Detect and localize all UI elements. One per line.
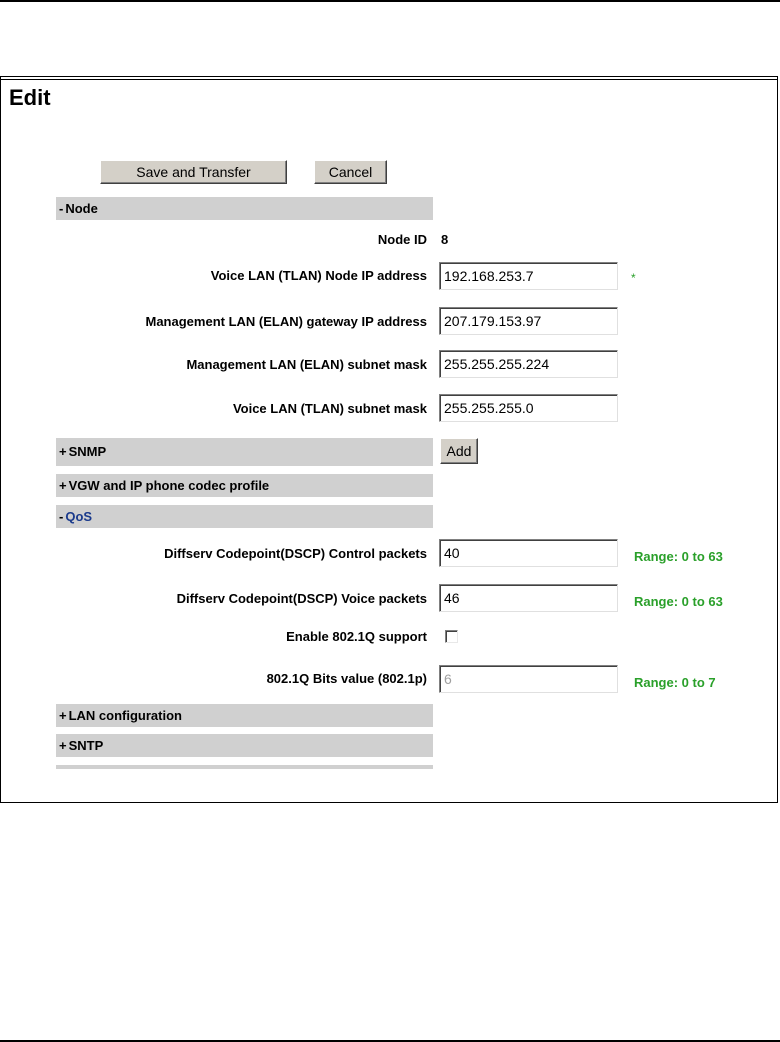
page-title: Edit bbox=[9, 85, 51, 110]
expand-toggle-lan: + bbox=[59, 708, 67, 723]
section-sntp[interactable] bbox=[56, 734, 433, 757]
section-snmp-label: SNMP bbox=[68, 444, 107, 459]
expand-toggle-sntp: + bbox=[59, 738, 67, 753]
expand-toggle-codec: + bbox=[59, 478, 67, 493]
section-node-label: Node bbox=[65, 201, 98, 216]
8021p-bits-range: Range: 0 to 7 bbox=[634, 675, 716, 690]
dscp-voice-range: Range: 0 to 63 bbox=[634, 594, 723, 609]
edit-panel bbox=[0, 76, 778, 803]
page-top-rule bbox=[0, 0, 780, 2]
enable-8021q-label: Enable 802.1Q support bbox=[286, 629, 427, 644]
tlan-subnet-mask-input[interactable]: 255.255.255.0 bbox=[439, 394, 618, 422]
dscp-voice-input[interactable]: 46 bbox=[439, 584, 618, 612]
dscp-control-input[interactable]: 40 bbox=[439, 539, 618, 567]
tlan-ip-label: Voice LAN (TLAN) Node IP address bbox=[210, 268, 427, 283]
dscp-control-range: Range: 0 to 63 bbox=[634, 549, 723, 564]
tlan-ip-input[interactable]: 192.168.253.7 bbox=[439, 262, 618, 290]
cancel-button[interactable]: Cancel bbox=[314, 160, 387, 184]
enable-8021q-checkbox[interactable] bbox=[445, 630, 458, 643]
tlan-subnet-mask-label: Voice LAN (TLAN) subnet mask bbox=[232, 401, 427, 416]
expand-toggle-snmp: + bbox=[59, 444, 67, 459]
section-codec-profile[interactable] bbox=[56, 474, 433, 497]
elan-subnet-mask-input[interactable]: 255.255.255.224 bbox=[439, 350, 618, 378]
dscp-control-label: Diffserv Codepoint(DSCP) Control packets bbox=[164, 546, 427, 561]
snmp-add-button[interactable]: Add bbox=[440, 438, 478, 464]
panel-double-border bbox=[1, 79, 777, 80]
8021p-bits-label: 802.1Q Bits value (802.1p) bbox=[266, 671, 427, 686]
elan-subnet-mask-label: Management LAN (ELAN) subnet mask bbox=[186, 357, 427, 372]
elan-gateway-input[interactable]: 207.179.153.97 bbox=[439, 307, 618, 335]
section-snmp[interactable] bbox=[56, 438, 433, 466]
section-lan-label: LAN configuration bbox=[68, 708, 182, 723]
collapse-toggle-qos: - bbox=[59, 509, 64, 524]
collapse-toggle-node: - bbox=[59, 201, 64, 216]
8021p-bits-input[interactable]: 6 bbox=[439, 665, 618, 693]
required-marker: * bbox=[631, 271, 636, 285]
elan-gateway-label: Management LAN (ELAN) gateway IP address bbox=[145, 314, 427, 329]
node-id-value: 8 bbox=[441, 232, 449, 247]
section-list-end bbox=[56, 765, 433, 769]
section-lan-configuration[interactable] bbox=[56, 704, 433, 727]
section-sntp-label: SNTP bbox=[68, 738, 104, 753]
dscp-voice-label: Diffserv Codepoint(DSCP) Voice packets bbox=[176, 591, 427, 606]
save-and-transfer-button[interactable]: Save and Transfer bbox=[100, 160, 287, 184]
section-codec-label: VGW and IP phone codec profile bbox=[68, 478, 270, 493]
section-qos-label[interactable]: QoS bbox=[65, 509, 93, 524]
section-node[interactable] bbox=[56, 197, 433, 220]
section-qos[interactable] bbox=[56, 505, 433, 528]
node-id-label: Node ID bbox=[377, 232, 427, 247]
